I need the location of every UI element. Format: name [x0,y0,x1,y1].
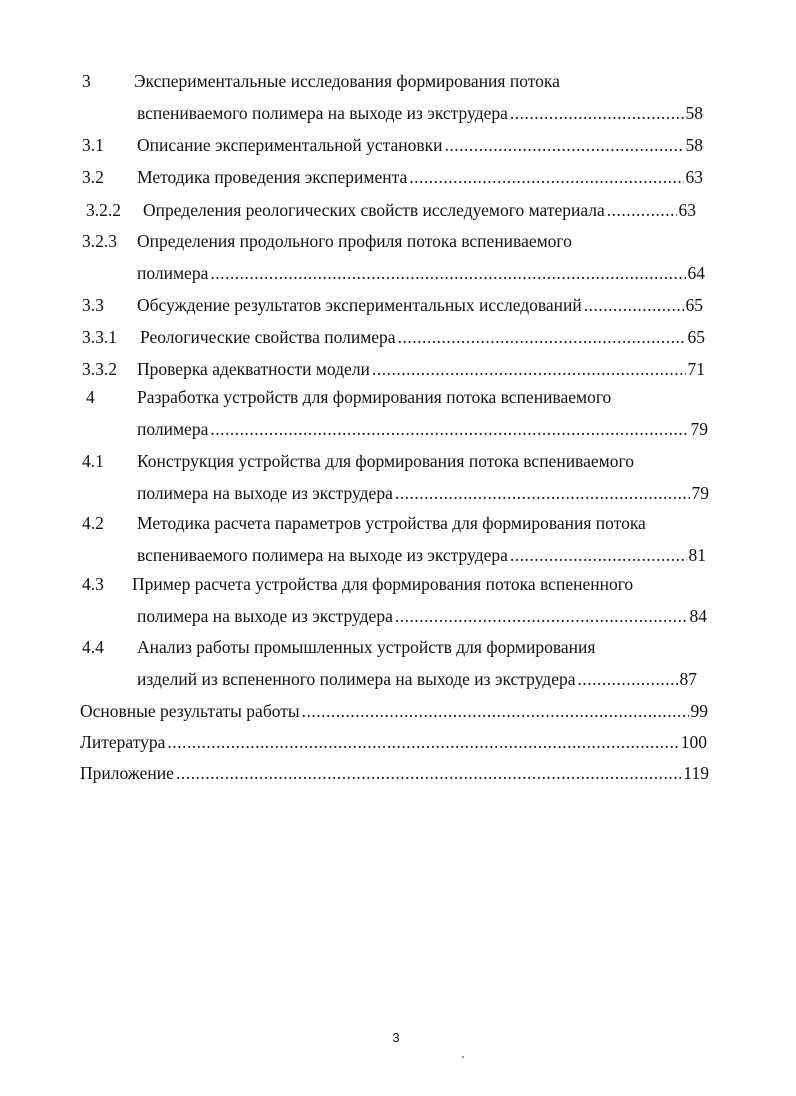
toc-number: 3.1 [82,135,104,155]
toc-title-continued: вспениваемого полимера на выходе из экструдера [137,545,508,565]
toc-title: Методика проведения эксперимента [137,167,408,187]
toc-entry-3-3-1 [82,322,705,352]
toc-leader-dots [510,98,684,128]
toc-page-number: 71 [687,359,705,379]
toc-number: 3.2.2 [86,200,121,220]
toc-page-number: 99 [690,701,708,721]
toc-page-number: 79 [691,483,709,503]
toc-entry-literature [80,727,707,757]
toc-number: 3.3.1 [82,327,117,347]
toc-entry-appendix [80,758,709,788]
toc-entry-4-line2 [137,414,708,444]
toc-title: Реологические свойства полимера [140,327,396,347]
toc-entry-3-3 [82,290,703,320]
toc-number: 3.3 [82,295,104,315]
toc-number: 4.3 [82,574,104,594]
toc-title-continued: полимера на выходе из экструдера [137,483,393,503]
toc-entry-3-3-2 [82,354,705,384]
toc-entry-results [80,696,708,726]
toc-leader-dots [176,758,681,788]
toc-title: Определения реологических свойств исследуемого материала [143,200,605,220]
toc-entry-4-line1 [86,382,706,412]
toc-number: 4.1 [82,451,104,471]
toc-title: Описание экспериментальной установки [137,135,443,155]
toc-number: 4.2 [82,513,104,533]
toc-leader-dots [578,664,678,694]
toc-title: Приложение [80,763,174,783]
toc-entry-4-2-line1 [82,508,702,538]
toc-number: 4.4 [82,637,104,657]
toc-leader-dots [395,478,690,508]
scan-speck [462,1056,464,1058]
toc-entry-3-1 [82,130,703,160]
toc-title: Обсуждение результатов экспериментальных исследований [137,295,582,315]
toc-page-number: 100 [680,732,707,752]
toc-number: 3.3.2 [82,359,117,379]
toc-title: Методика расчета параметров устройства для формирования потока [137,513,646,533]
toc-leader-dots [398,322,686,352]
toc-number: 3.2 [82,167,104,187]
toc-title: Определения продольного профиля потока вспениваемого [137,231,572,251]
toc-leader-dots [607,195,677,225]
toc-title-continued: полимера [137,263,209,283]
toc-leader-dots [210,414,688,444]
toc-number: 3.2.3 [82,231,117,251]
toc-number: 3 [82,71,91,91]
toc-page-number: 63 [678,200,696,220]
toc-title: Основные результаты работы [80,701,300,721]
toc-page-number: 63 [685,167,703,187]
toc-entry-3-2-3-line1 [82,226,702,256]
toc-title: Анализ работы промышленных устройств для формирования [137,637,596,657]
toc-number: 4 [86,387,95,407]
toc-page-number: 65 [687,327,705,347]
toc-page-number: 58 [685,135,703,155]
toc-page-number: 64 [687,263,705,283]
toc-leader-dots [302,696,689,726]
toc-title: Конструкция устройства для формирования потока вспениваемого [137,451,634,471]
toc-leader-dots [445,130,684,160]
toc-entry-4-1-line2 [137,478,709,508]
toc-leader-dots [372,354,686,384]
toc-title-continued: полимера на выходе из экструдера [137,606,393,626]
toc-title: Проверка адекватности модели [137,359,370,379]
toc-page-number: 79 [690,419,708,439]
toc-page-number: 119 [683,763,709,783]
toc-leader-dots [409,162,683,192]
toc-entry-4-4-line1 [82,632,702,662]
toc-leader-dots [167,727,678,757]
toc-entry-3-2 [82,162,703,192]
toc-page-number: 58 [685,103,703,123]
toc-title-continued: изделий из вспененного полимера на выходе из экструдера [137,669,576,689]
toc-leader-dots [510,540,687,570]
toc-page-number: 84 [689,606,707,626]
toc-leader-dots [210,258,685,288]
toc-title-continued: полимера [137,419,209,439]
toc-page-number: 87 [679,669,697,689]
page-number: 3 [392,1030,400,1045]
toc-page-number: 65 [685,295,703,315]
toc-title: Пример расчета устройства для формирования потока вспененного [132,574,634,594]
toc-leader-dots [584,290,684,320]
toc-page-number: 81 [688,545,706,565]
toc-entry-4-2-line2 [137,540,706,570]
toc-entry-3-line2 [137,98,703,128]
toc-title: Экспериментальные исследования формирования потока [134,71,560,91]
toc-title: Литература [80,732,166,752]
toc-entry-4-3-line1 [82,569,702,599]
toc-title: Разработка устройств для формирования потока вспениваемого [137,387,612,407]
toc-entry-3-2-2 [86,195,696,225]
toc-entry-4-3-line2 [137,601,707,631]
toc-title-continued: вспениваемого полимера на выходе из экструдера [137,103,508,123]
toc-entry-3-line1 [82,66,702,96]
toc-entry-3-2-3-line2 [137,258,705,288]
toc-entry-4-1-line1 [82,446,702,476]
toc-entry-4-4-line2 [137,664,697,694]
toc-leader-dots [395,601,688,631]
